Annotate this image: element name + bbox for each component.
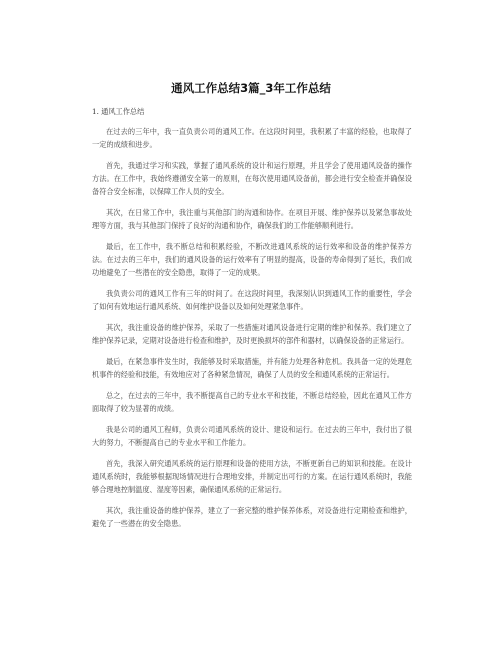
- paragraph: 其次，我注重设备的维护保养，建立了一套完整的维护保养体系，对设备进行定期检查和维护，避免了一些潜在的安全隐患。: [92, 506, 412, 529]
- document-body: [92, 126, 412, 539]
- paragraph: 其次，在日常工作中，我注重与其他部门的沟通和协作。在项目开展、维护保养以及紧急事故处理等方面，我与其他部门保持了良好的沟通和协作，确保我们的工作能够顺利进行。: [92, 207, 412, 230]
- paragraph: 总之，在过去的三年中，我不断提高自己的专业水平和技能，不断总结经验，因此在通风工作方面取得了较为显著的成绩。: [92, 391, 412, 414]
- document-title: 通风工作总结3篇_3年工作总结: [171, 81, 331, 95]
- paragraph: 在过去的三年中，我一直负责公司的通风工作。在这段时间里，我积累了丰富的经验，也取得了一定的成绩和进步。: [92, 127, 412, 149]
- paragraph: 首先，我深入研究通风系统的运行原理和设备的使用方法，不断更新自己的知识和技能。在设计通风系统时，我能够根据现场情况进行合理地安排，并制定出可行的方案。在运行通风系统时，我能够合理地控制温度、湿度等因素，确保通风系统的正常运行。: [92, 459, 412, 495]
- paragraph: 其次，我注重设备的维护保养，采取了一些措施对通风设备进行定期的维护和保养。我们建立了维护保养记录，定期对设备进行检查和维护，及时更换损坏的部件和器材，以确保设备的正常运行。: [92, 323, 412, 345]
- section-heading: 1. 通风工作总结: [92, 107, 145, 116]
- paragraph: 最后，在紧急事件发生时，我能够及时采取措施，并有能力处理各种危机。我具备一定的处理危机事件的经验和技能，有效地应对了各种紧急情况，确保了人员的安全和通风系统的正常运行。: [92, 357, 412, 379]
- paragraph: 最后，在工作中，我不断总结和积累经验，不断改进通风系统的运行效率和设备的维护保养方法。在过去的三年中，我们的通风设备的运行效率有了明显的提高，设备的寿命得到了延长，我们成功地避免了一些潜在的安全隐患，取得了一定的成果。: [92, 242, 412, 277]
- paragraph: 首先，我通过学习和实践，掌握了通风系统的设计和运行原理，并且学会了使用通风设备的操作方法。在工作中，我始终遵循安全第一的原则，在每次使用通风设备前，都会进行安全检查并确保设备符合安全标准，以保障工作人员的安全。: [92, 161, 412, 196]
- paragraph: 我负责公司的通风工作有三年的时间了。在这段时间里，我深刻认识到通风工作的重要性，学会了如何有效地运行通风系统、如何维护设备以及如何处理紧急事件。: [92, 288, 412, 311]
- paragraph: 我是公司的通风工程师，负责公司通风系统的设计、建设和运行。在过去的三年中，我付出了很大的努力，不断提高自己的专业水平和工作能力。: [92, 425, 412, 448]
